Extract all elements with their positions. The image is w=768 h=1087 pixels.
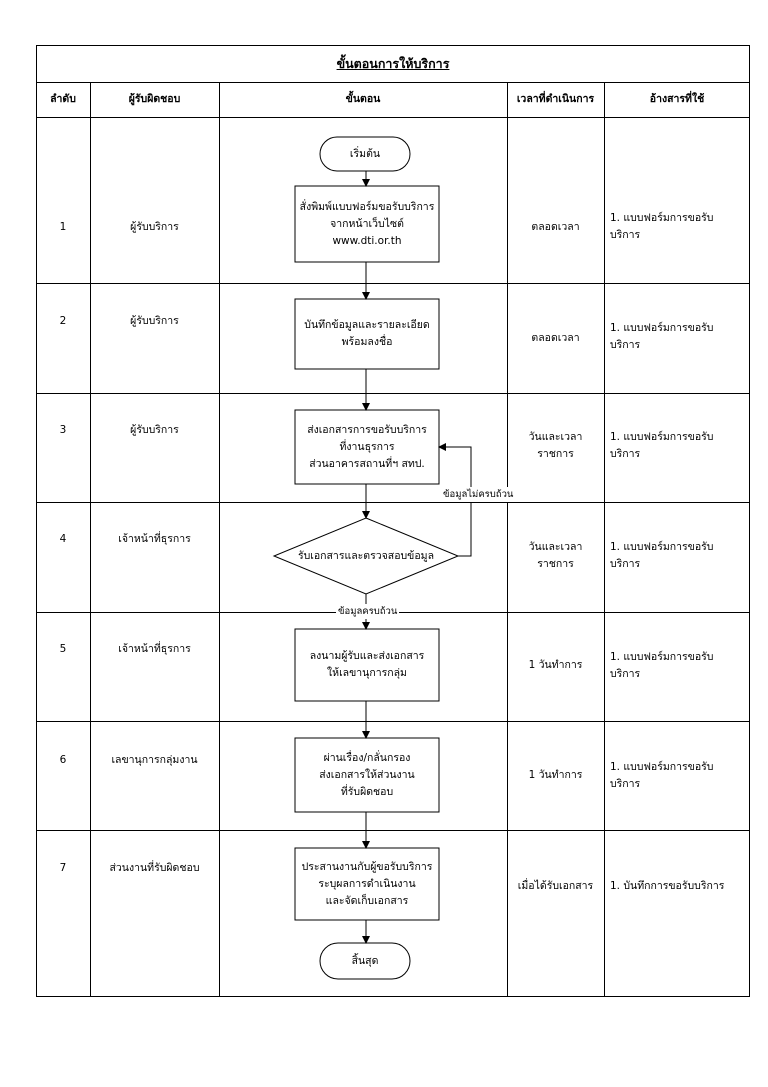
row-7-no: 7 bbox=[59, 862, 67, 874]
row-6-time: 1 วันทำการ bbox=[528, 769, 583, 781]
row-2-no: 2 bbox=[59, 315, 67, 327]
row-1-responsible: ผู้รับบริการ bbox=[130, 220, 179, 233]
row-7-responsible: ส่วนงานที่รับผิดชอบ bbox=[109, 862, 200, 874]
header-time: เวลาที่ดำเนินการ bbox=[516, 93, 595, 105]
row-5-responsible: เจ้าหน้าที่ธุรการ bbox=[118, 643, 191, 655]
table-title: ขั้นตอนการให้บริการ bbox=[336, 56, 450, 71]
header-steps: ขั้นตอน bbox=[345, 93, 381, 105]
step1-text: สั่งพิมพ์แบบฟอร์มขอรับบริการ จากหน้าเว็บไซต์ www.dti.or.th bbox=[299, 200, 435, 247]
label-incomplete: ข้อมูลไม่ครบถ้วน bbox=[443, 489, 514, 500]
row-1-doc: 1. แบบฟอร์มการขอรับ บริการ bbox=[610, 212, 714, 241]
row-3-responsible: ผู้รับบริการ bbox=[130, 424, 179, 436]
decision-text: รับเอกสารและตรวจสอบข้อมูล bbox=[297, 549, 435, 562]
end-label: สิ้นสุด bbox=[351, 954, 379, 967]
row-5-doc: 1. แบบฟอร์มการขอรับ บริการ bbox=[610, 651, 714, 680]
row-2-doc: 1. แบบฟอร์มการขอรับ บริการ bbox=[610, 322, 714, 351]
row-2-time: ตลอดเวลา bbox=[531, 332, 580, 344]
row-5-time: 1 วันทำการ bbox=[528, 659, 583, 671]
row-6-no: 6 bbox=[59, 754, 67, 766]
row-4-no: 4 bbox=[59, 533, 67, 545]
row-7-time: เมื่อได้รับเอกสาร bbox=[517, 880, 594, 892]
step2-text: บันทึกข้อมูลและรายละเอียด พร้อมลงชื่อ bbox=[304, 319, 430, 348]
step3-text: ส่งเอกสารการขอรับบริการ ที่งานธุรการ ส่วนอาคารสถานที่ฯ สทป. bbox=[307, 423, 427, 470]
start-label: เริ่มต้น bbox=[349, 147, 381, 160]
row-6-doc: 1. แบบฟอร์มการขอรับ บริการ bbox=[610, 761, 714, 790]
row-5-no: 5 bbox=[59, 643, 67, 655]
row-1-time: ตลอดเวลา bbox=[531, 220, 580, 233]
header-docs: อ้างสารที่ใช้ bbox=[649, 93, 705, 105]
row-3-doc: 1. แบบฟอร์มการขอรับ บริการ bbox=[610, 431, 714, 460]
label-complete: ข้อมูลครบถ้วน bbox=[338, 606, 398, 617]
row-7-doc: 1. บันทึกการขอรับบริการ bbox=[610, 880, 725, 892]
header-order: ลำดับ bbox=[50, 93, 76, 105]
row-3-time: วันและเวลา ราชการ bbox=[528, 431, 583, 460]
row-4-doc: 1. แบบฟอร์มการขอรับ บริการ bbox=[610, 541, 714, 570]
header-responsible: ผู้รับผิดชอบ bbox=[128, 93, 181, 105]
step5-text: ลงนามผู้รับและส่งเอกสาร ให้เลขานุการกลุ่ม bbox=[309, 650, 425, 679]
row-4-time: วันและเวลา ราชการ bbox=[528, 541, 583, 570]
row-3-no: 3 bbox=[59, 424, 67, 436]
row-4-responsible: เจ้าหน้าที่ธุรการ bbox=[118, 533, 191, 545]
row-6-responsible: เลขานุการกลุ่มงาน bbox=[111, 754, 198, 766]
row-1-no: 1 bbox=[59, 220, 67, 233]
step6-text: ผ่านเรื่อง/กลั่นกรอง ส่งเอกสารให้ส่วนงาน ที่รับผิดชอบ bbox=[319, 751, 415, 798]
step7-text: ประสานงานกับผู้ขอรับบริการ ระบุผลการดำเนินงาน และจัดเก็บเอกสาร bbox=[301, 860, 433, 907]
row-2-responsible: ผู้รับบริการ bbox=[130, 315, 179, 327]
